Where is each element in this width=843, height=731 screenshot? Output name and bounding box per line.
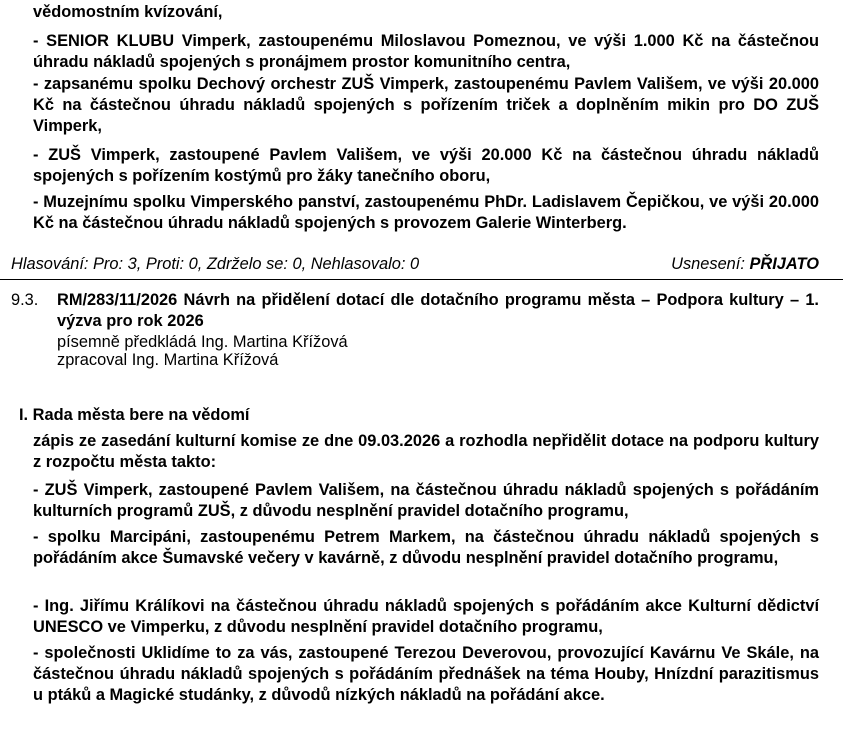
resolution-status — [671, 254, 819, 275]
separator-line — [0, 279, 843, 280]
grant-item-4: - Muzejnímu spolku Vimperského panství, zastoupenému PhDr. Ladislavem Čepičkou, ve výši 20.000 Kč na částečnou úhradu nákladů spojených s provozem Galerie Winterberg. — [33, 193, 819, 232]
intro-text: zápis ze zasedání kulturní komise ze dne 09.03.2026 a rozhodla nepřidělit dotace na podporu kultury z rozpočtu města takto: — [33, 432, 819, 471]
top-fragment: vědomostním kvízování, — [33, 3, 223, 21]
section-heading: I. Rada města bere na vědomí — [19, 406, 250, 424]
rejected-item-4: - společnosti Uklidíme to za vás, zastoupené Terezou Deverovou, provozující Kavárnu Ve Skále, na částečnou úhradu nákladů spojených s pořádáním přednášek na téma Houby, Hnízdní parazitismus u ptáků a Magické studánky, z důvodů nízkých nákladů na pořádání akce. — [33, 644, 819, 704]
resolution-label: Usnesení: — [671, 255, 750, 273]
grant-item-3: - ZUŠ Vimperk, zastoupené Pavlem Vališem, ve výši 20.000 Kč na částečnou úhradu nákladů spojených s pořízením kostýmů pro žáky tanečního oboru, — [33, 146, 819, 185]
vote-result: Hlasování: Pro: 3, Proti: 0, Zdrželo se: 0, Nehlasovalo: 0 — [11, 255, 420, 273]
rejected-item-1: - ZUŠ Vimperk, zastoupené Pavlem Vališem, na částečnou úhradu nákladů spojených s pořádáním kulturních programů ZUŠ, z důvodu nesplnění pravidel dotačního programu, — [33, 481, 819, 520]
item-number: 9.3. — [11, 291, 39, 309]
rejected-item-3: - Ing. Jiřímu Králíkovi na částečnou úhradu nákladů spojených s pořádáním akce Kulturní dědictví UNESCO ve Vimperku, z důvodu nesplnění pravidel dotačního programu, — [33, 597, 819, 636]
grant-item-2: - zapsanému spolku Dechový orchestr ZUŠ Vimperk, zastoupenému Pavlem Vališem, ve výši 20.000 Kč na částečnou úhradu nákladů spojených s pořízením triček a doplněním mikin pro DO ZUŠ Vimperk, — [33, 75, 819, 135]
item-title: RM/283/11/2026 Návrh na přidělení dotací dle dotačního programu města – Podpora kultury – 1. výzva pro rok 2026 — [57, 291, 819, 330]
resolution-value: PŘIJATO — [749, 255, 819, 273]
prepared-by: zpracoval Ing. Martina Křížová — [57, 351, 279, 369]
grant-item-1: - SENIOR KLUBU Vimperk, zastoupenému Miloslavou Pomeznou, ve výši 1.000 Kč na částečnou úhradu nákladů spojených s pronájmem prostor komunitního centra, — [33, 32, 819, 71]
submitted-by: písemně předkládá Ing. Martina Křížová — [57, 333, 348, 351]
rejected-item-2: - spolku Marcipáni, zastoupenému Petrem Markem, na částečnou úhradu nákladů spojených s pořádáním akce Šumavské večery v kavárně, z důvodu nesplnění pravidel dotačního programu, — [33, 528, 819, 567]
